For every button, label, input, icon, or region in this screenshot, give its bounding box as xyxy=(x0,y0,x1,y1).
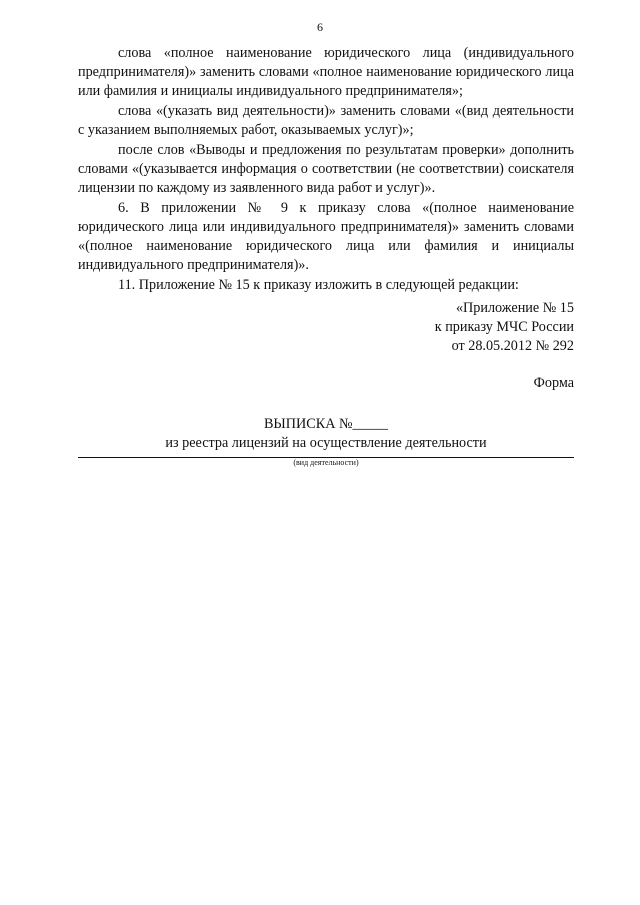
paragraph: 6. В приложении № 9 к приказу слова «(полное наименование юридического лица или индивидуального предпринимателя)» заменить словами «(полное наименование юридического лица или фамилия и инициалы индивидуального предпринимателя)». xyxy=(78,200,574,273)
paragraph: слова «(указать вид деятельности)» заменить словами «(вид деятельности с указанием выполняемых работ, оказываемых услуг)»; xyxy=(78,103,574,138)
extract-title: ВЫПИСКА №_____ xyxy=(263,416,389,432)
paragraph: 11. Приложение № 15 к приказу изложить в следующей редакции: xyxy=(118,277,519,293)
extract-subtitle: из реестра лицензий на осуществление деятельности xyxy=(165,435,487,451)
paragraph: слова «полное наименование юридического лица (индивидуального предпринимателя)» заменить словами «полное наименование юридического лица или фамилия и инициалы индивидуального предпринимателя»; xyxy=(78,45,574,99)
form-label: Форма xyxy=(533,375,574,391)
page-number: 6 xyxy=(317,20,323,34)
field-note: (вид деятельности) xyxy=(293,458,359,467)
appendix-line: «Приложение № 15 xyxy=(455,300,574,316)
document-body xyxy=(78,44,574,468)
paragraph: после слов «Выводы и предложения по результатам проверки» дополнить словами «(указывается информация о соответствии (не соответствии) соискателя лицензии по каждому из заявленного вида работ и услуг)». xyxy=(78,142,574,196)
appendix-line: к приказу МЧС России xyxy=(434,319,574,335)
appendix-line: от 28.05.2012 № 292 xyxy=(451,338,574,354)
appendix-header xyxy=(78,299,574,356)
